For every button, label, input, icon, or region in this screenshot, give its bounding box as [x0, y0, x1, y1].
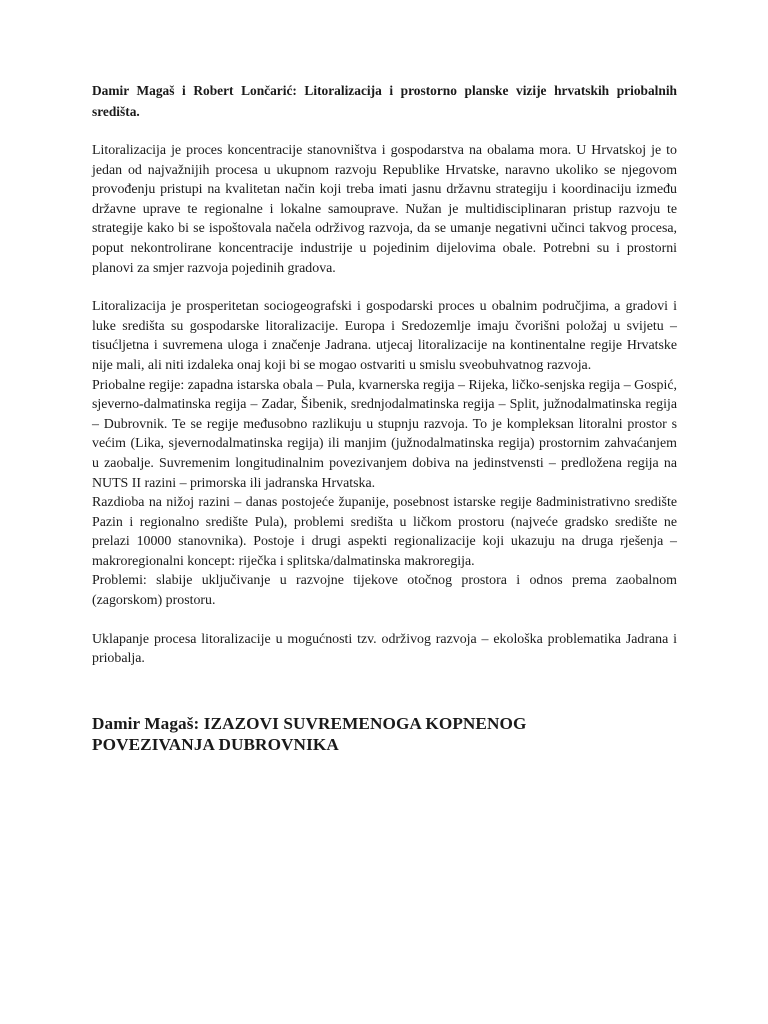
section-title-line: Damir Magaš: IZAZOVI SUVREMENOGA KOPNENOG [92, 713, 527, 733]
paragraph-problemi: Problemi: slabije uključivanje u razvojne tijekove otočnog prostora i odnos prema zaobalnom (zagorskom) prostoru. [92, 573, 677, 609]
paragraph-razdioba: Razdioba na nižoj razini – danas postojeće županije, posebnost istarske regije 8administrativno središte Pazin i regionalno središte Pula), problemi središta u ličkom prostoru (najveće gradsko središte ne prelazi 10000 stanovnika). Postoje i drugi aspekti regionalizacije koji ukazuju na druga rješenja – makroregionalni koncept: riječka i splitska/dalmatinska makroregija. [92, 495, 677, 569]
section-title [92, 713, 677, 755]
paragraph-priobalne-regije: Priobalne regije: zapadna istarska obala – Pula, kvarnerska regija – Rijeka, ličko-senjska regija – Gospić, sjeverno-dalmatinska regija – Zadar, Šibenik, srednjodalmatinska regija – Split, južnodalmatinska regija – Dubrovnik. Te se regije međusobno razlikuju u stupnju razvoja. To je kompleksan litoralni prostor s većim (Lika, sjevernodalmatinska regija) ili manjim (južnodalmatinska regija) prostornim zahvaćanjem u zaobalje. Suvremenim longitudinalnim povezivanjem dobiva na jedinstvensti – predložena regija na NUTS II razini – primorska ili jadranska Hrvatska. [92, 377, 677, 491]
section-title-line: POVEZIVANJA DUBROVNIKA [92, 734, 339, 754]
paragraph-uklapanje: Uklapanje procesa litoralizacije u mogućnosti tzv. održivog razvoja – ekološka problematika Jadrana i priobalja. [92, 631, 677, 667]
paragraph-litoralizacija-process: Litoralizacija je prosperitetan sociogeografski i gospodarski proces u obalnim područjima, a gradovi i luke središta su gospodarske litoralizacije. Europa i Sredozemlje imaju čvorišni položaj u svijetu – tisućljetna i suvremena uloga i značenje Jadrana. utjecaj litoralizacije na kontinentalne regije Hrvatske nije mali, ali niti izdaleka onaj koji bi se mogao ostvariti u smislu sveobuhvatnog razvoja. [92, 299, 677, 373]
document-page [92, 80, 677, 755]
article-heading: Damir Magaš i Robert Lončarić: Litoralizacija i prostorno planske vizije hrvatskih priobalnih središta. [92, 83, 677, 119]
paragraph-spacer [92, 278, 677, 297]
paragraph-spacer [92, 611, 677, 630]
paragraph-litoralizacija-definition: Litoralizacija je proces koncentracije stanovništva i gospodarstva na obalama mora. U Hrvatskoj je to jedan od najvažnijih procesa u ukupnom razvoju Republike Hrvatske, naravno ukoliko se njegovom provođenju pristupi na kvalitetan način koji treba imati jasnu državnu strategiju i koordinaciju između državne uprave te regionalne i lokalne samouprave. Nužan je multidisciplinaran pristup razvoju te strategije kako bi se ispoštovala načela održivog razvoja, da se umanje negativni učinci takvog procesa, poput nekontrolirane koncentracije industrije u pojedinim dijelovima obale. Potrebni su i prostorni planovi za smjer razvoja pojedinih gradova. [92, 143, 677, 276]
